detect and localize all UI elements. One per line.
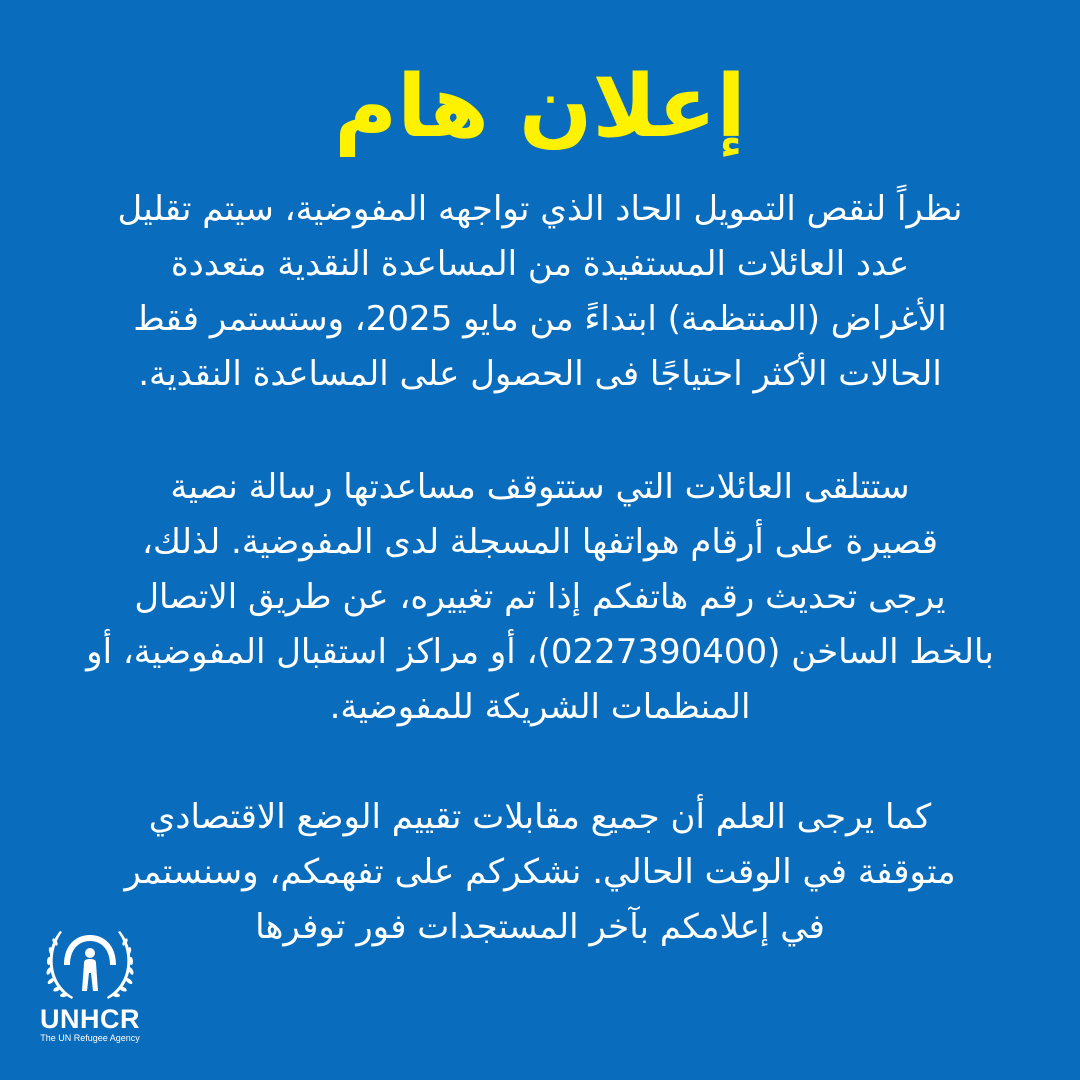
paragraph-line: نظراً لنقص التمويل الحاد الذي تواجهه المفوضية، سيتم تقليل — [117, 189, 963, 229]
paragraph-funding-cuts — [30, 182, 1050, 402]
paragraph-line: كما يرجى العلم أن جميع مقابلات تقييم الوضع الاقتصادي — [148, 797, 932, 837]
paragraph-line: متوقفة في الوقت الحالي. نشكركم على تفهمكم، وسنستمر — [124, 852, 956, 892]
paragraph-line: الحالات الأكثر احتياجًا فى الحصول على المساعدة النقدية. — [138, 354, 942, 394]
unhcr-wordmark: UNHCR — [40, 1004, 140, 1034]
paragraph-line: المنظمات الشريكة للمفوضية. — [329, 687, 751, 727]
announcement-title: إعلان هام — [334, 57, 746, 157]
paragraph-line: بالخط الساخن (0227390400)، أو مراكز استقبال المفوضية، أو — [86, 632, 994, 672]
paragraph-interviews-paused — [30, 790, 1050, 955]
unhcr-tagline: The UN Refugee Agency — [40, 1033, 140, 1043]
paragraph-line: يرجى تحديث رقم هاتفكم إذا تم تغييره، عن طريق الاتصال — [134, 577, 946, 617]
paragraph-line: عدد العائلات المستفيدة من المساعدة النقدية متعددة — [170, 244, 910, 284]
unhcr-logo — [30, 925, 150, 1055]
unhcr-emblem-icon — [42, 925, 138, 1003]
paragraph-line: قصيرة على أرقام هواتفها المسجلة لدى المفوضية. لذلك، — [142, 522, 938, 562]
paragraph-sms-notice — [30, 460, 1050, 735]
paragraph-line: الأغراض (المنتظمة) ابتداءً من مايو 2025، وستستمر فقط — [133, 299, 947, 339]
paragraph-line: ستتلقى العائلات التي ستتوقف مساعدتها رسالة نصية — [170, 467, 910, 507]
paragraph-line: في إعلامكم بآخر المستجدات فور توفرها — [255, 907, 825, 947]
